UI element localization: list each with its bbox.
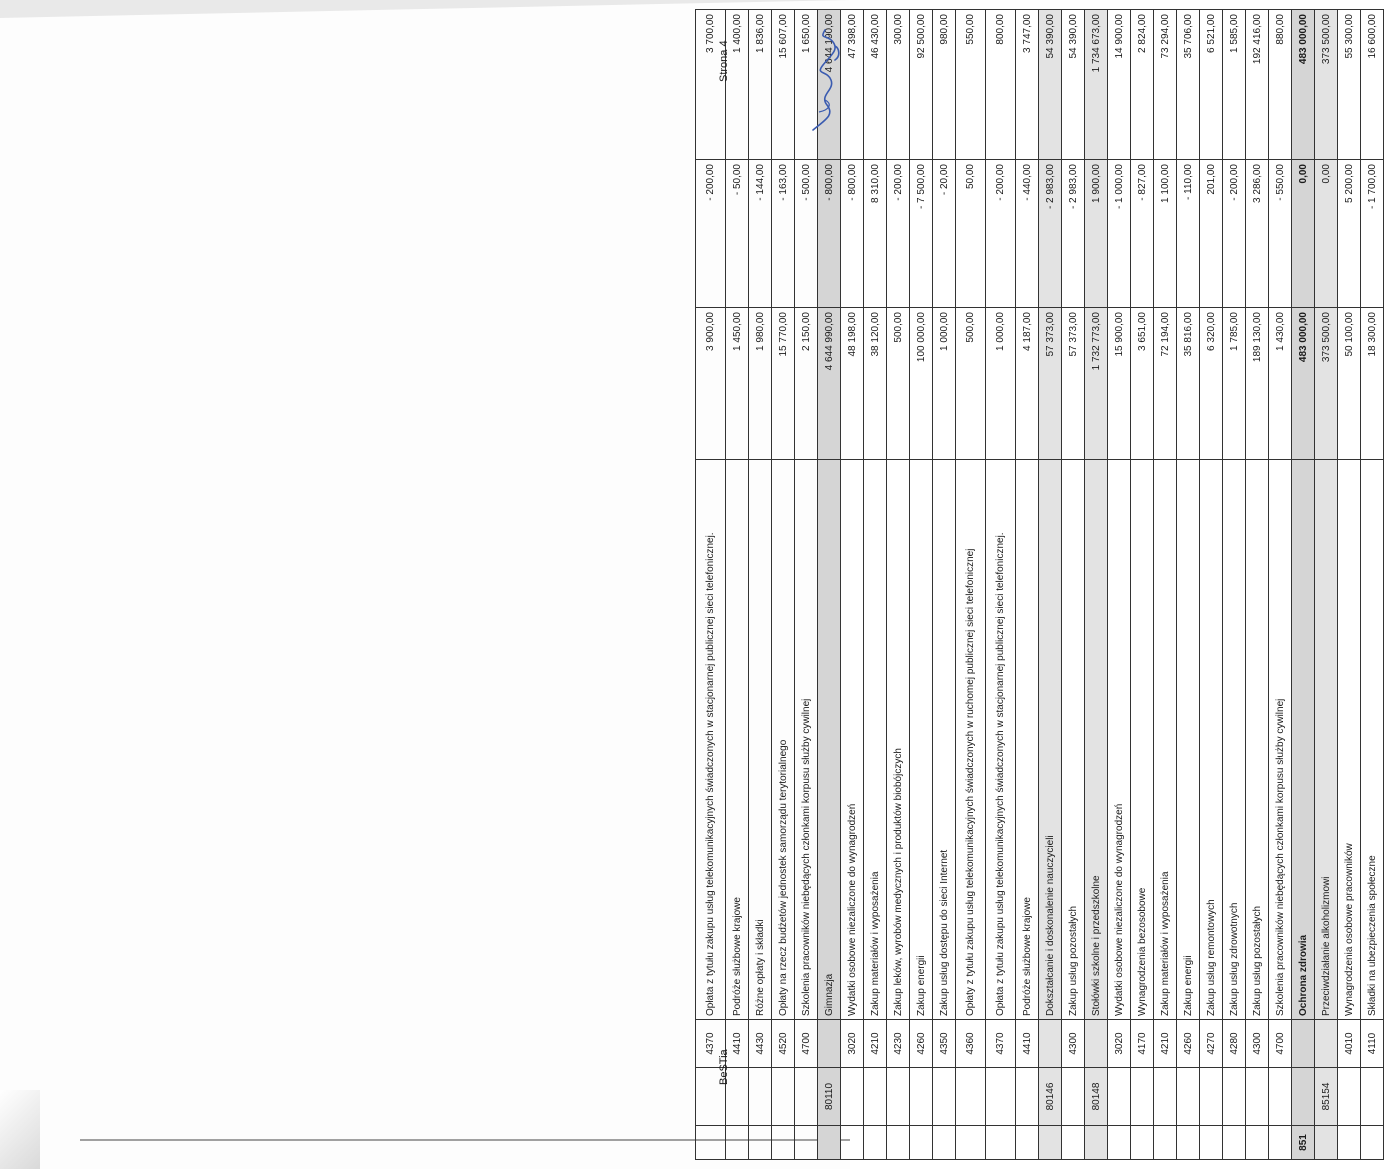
cell-paragraf: 4260 (1177, 1020, 1200, 1068)
cell-nazwa: Opłaty z tytułu zakupu usług telekomunikacyjnych świadczonych w ruchomej publicznej sieci telefonicznej (956, 460, 986, 1020)
cell-rozdzial (1246, 1068, 1269, 1126)
table-row (1085, 10, 1108, 1160)
cell-nazwa: Zakup leków, wyrobów medycznych i produktów biobójczych (887, 460, 910, 1020)
cell-paragraf: 4210 (864, 1020, 887, 1068)
cell-po-zmianie: 300,00 (887, 10, 910, 160)
cell-po-zmianie: 54 390,00 (1062, 10, 1085, 160)
table-row (956, 10, 986, 1160)
footer-page-number: Strona 4 (718, 40, 730, 82)
cell-zmiana: - 144,00 (749, 160, 772, 308)
cell-po-zmianie: 47 398,00 (841, 10, 864, 160)
cell-nazwa: Szkolenia pracowników niebędących członkami korpusu służby cywilnej (1269, 460, 1292, 1020)
cell-zmiana: 201,00 (1200, 160, 1223, 308)
cell-zmiana: 5 200,00 (1338, 160, 1361, 308)
cell-plan: 100 000,00 (910, 308, 933, 460)
cell-dzial (1223, 1126, 1246, 1160)
cell-dzial (1177, 1126, 1200, 1160)
cell-plan: 483 000,00 (1292, 308, 1315, 460)
cell-rozdzial (1338, 1068, 1361, 1126)
cell-paragraf: 4370 (696, 1020, 726, 1068)
table-row (1177, 10, 1200, 1160)
cell-zmiana: - 800,00 (818, 160, 841, 308)
cell-plan: 1 000,00 (986, 308, 1016, 460)
table-row (1154, 10, 1177, 1160)
cell-plan: 3 900,00 (696, 308, 726, 460)
cell-rozdzial (986, 1068, 1016, 1126)
table-row (933, 10, 956, 1160)
cell-nazwa: Zakup usług zdrowotnych (1223, 460, 1246, 1020)
cell-nazwa: Opłata z tytułu zakupu usług telekomunikacyjnych świadczonych w stacjonarnej publicznej sieci telefonicznej. (696, 460, 726, 1020)
cell-po-zmianie: 35 706,00 (1177, 10, 1200, 160)
cell-zmiana: 1 900,00 (1085, 160, 1108, 308)
cell-zmiana: 1 100,00 (1154, 160, 1177, 308)
cell-dzial (726, 1126, 749, 1160)
cell-zmiana: - 550,00 (1269, 160, 1292, 308)
cell-dzial (749, 1126, 772, 1160)
cell-rozdzial (1131, 1068, 1154, 1126)
cell-po-zmianie: 483 000,00 (1292, 10, 1315, 160)
cell-po-zmianie: 1 400,00 (726, 10, 749, 160)
cell-plan: 1 450,00 (726, 308, 749, 460)
cell-rozdzial: 80110 (818, 1068, 841, 1126)
table-row (1246, 10, 1269, 1160)
cell-plan: 72 194,00 (1154, 308, 1177, 460)
cell-paragraf: 4010 (1338, 1020, 1361, 1068)
table-row (1131, 10, 1154, 1160)
cell-plan: 1 980,00 (749, 308, 772, 460)
cell-po-zmianie: 15 607,00 (772, 10, 795, 160)
cell-zmiana: - 827,00 (1131, 160, 1154, 308)
cell-plan: 500,00 (887, 308, 910, 460)
cell-nazwa: Ochrona zdrowia (1292, 460, 1315, 1020)
cell-zmiana: - 200,00 (986, 160, 1016, 308)
signature-icon (805, 20, 845, 140)
cell-plan: 500,00 (956, 308, 986, 460)
table-row (1269, 10, 1292, 1160)
cell-rozdzial (1269, 1068, 1292, 1126)
table-row (795, 10, 818, 1160)
table-row (910, 10, 933, 1160)
cell-plan: 57 373,00 (1039, 308, 1062, 460)
table-row (1039, 10, 1062, 1160)
cell-paragraf: 4170 (1131, 1020, 1154, 1068)
page-fold (0, 1090, 40, 1169)
cell-nazwa: Zakup usług remontowych (1200, 460, 1223, 1020)
cell-paragraf: 4700 (1269, 1020, 1292, 1068)
cell-plan: 38 120,00 (864, 308, 887, 460)
cell-plan: 15 900,00 (1108, 308, 1131, 460)
cell-plan: 1 785,00 (1223, 308, 1246, 460)
cell-paragraf: 4300 (1062, 1020, 1085, 1068)
table-row (864, 10, 887, 1160)
cell-rozdzial (1062, 1068, 1085, 1126)
cell-rozdzial (1177, 1068, 1200, 1126)
cell-dzial (772, 1126, 795, 1160)
cell-po-zmianie: 192 416,00 (1246, 10, 1269, 160)
cell-paragraf (1292, 1020, 1315, 1068)
cell-po-zmianie: 1 585,00 (1223, 10, 1246, 160)
cell-po-zmianie: 1 836,00 (749, 10, 772, 160)
cell-paragraf (1315, 1020, 1338, 1068)
cell-rozdzial (910, 1068, 933, 1126)
cell-paragraf: 4300 (1246, 1020, 1269, 1068)
cell-nazwa: Różne opłaty i składki (749, 460, 772, 1020)
cell-rozdzial (887, 1068, 910, 1126)
cell-nazwa: Podróże służbowe krajowe (1016, 460, 1039, 1020)
table-row (887, 10, 910, 1160)
cell-dzial (933, 1126, 956, 1160)
budget-table (695, 9, 1384, 1160)
cell-paragraf: 4110 (1361, 1020, 1384, 1068)
cell-zmiana: - 500,00 (795, 160, 818, 308)
cell-rozdzial (749, 1068, 772, 1126)
cell-rozdzial: 85154 (1315, 1068, 1338, 1126)
cell-rozdzial (956, 1068, 986, 1126)
cell-rozdzial: 80146 (1039, 1068, 1062, 1126)
cell-plan: 50 100,00 (1338, 308, 1361, 460)
cell-paragraf: 4230 (887, 1020, 910, 1068)
cell-po-zmianie: 3 747,00 (1016, 10, 1039, 160)
cell-zmiana: - 2 983,00 (1039, 160, 1062, 308)
cell-paragraf: 4700 (795, 1020, 818, 1068)
cell-rozdzial (795, 1068, 818, 1126)
cell-nazwa: Zakup usług pozostałych (1062, 460, 1085, 1020)
cell-dzial (986, 1126, 1016, 1160)
cell-paragraf: 4360 (956, 1020, 986, 1068)
cell-dzial (1131, 1126, 1154, 1160)
cell-nazwa: Szkolenia pracowników niebędących członkami korpusu służby cywilnej (795, 460, 818, 1020)
cell-plan: 3 651,00 (1131, 308, 1154, 460)
cell-dzial (1361, 1126, 1384, 1160)
cell-rozdzial (1223, 1068, 1246, 1126)
cell-paragraf (1039, 1020, 1062, 1068)
cell-zmiana: - 200,00 (1223, 160, 1246, 308)
budget-table-body (696, 10, 1384, 1160)
cell-rozdzial (1108, 1068, 1131, 1126)
cell-dzial (841, 1126, 864, 1160)
cell-nazwa: Wynagrodzenia osobowe pracowników (1338, 460, 1361, 1020)
table-row (986, 10, 1016, 1160)
cell-dzial (1154, 1126, 1177, 1160)
table-row (1200, 10, 1223, 1160)
cell-plan: 6 320,00 (1200, 308, 1223, 460)
cell-paragraf: 4410 (1016, 1020, 1039, 1068)
cell-rozdzial: 80148 (1085, 1068, 1108, 1126)
cell-po-zmianie: 4 644 190,00 (818, 10, 841, 160)
cell-rozdzial (1154, 1068, 1177, 1126)
cell-paragraf (818, 1020, 841, 1068)
cell-po-zmianie: 1 650,00 (795, 10, 818, 160)
cell-zmiana: - 800,00 (841, 160, 864, 308)
cell-dzial: 851 (1292, 1126, 1315, 1160)
cell-zmiana: - 110,00 (1177, 160, 1200, 308)
cell-paragraf (1085, 1020, 1108, 1068)
cell-nazwa: Zakup energii (1177, 460, 1200, 1020)
cell-zmiana: - 50,00 (726, 160, 749, 308)
cell-po-zmianie: 73 294,00 (1154, 10, 1177, 160)
cell-dzial (864, 1126, 887, 1160)
cell-dzial (696, 1126, 726, 1160)
cell-plan: 1 732 773,00 (1085, 308, 1108, 460)
cell-paragraf: 3020 (1108, 1020, 1131, 1068)
cell-dzial (910, 1126, 933, 1160)
cell-po-zmianie: 55 300,00 (1338, 10, 1361, 160)
cell-zmiana: 50,00 (956, 160, 986, 308)
cell-po-zmianie: 6 521,00 (1200, 10, 1223, 160)
cell-po-zmianie: 980,00 (933, 10, 956, 160)
cell-rozdzial (1292, 1068, 1315, 1126)
table-row (726, 10, 749, 1160)
cell-nazwa: Stołówki szkolne i przedszkolne (1085, 460, 1108, 1020)
cell-paragraf: 3020 (841, 1020, 864, 1068)
cell-nazwa: Zakup usług dostępu do sieci Internet (933, 460, 956, 1020)
cell-zmiana: 8 310,00 (864, 160, 887, 308)
cell-dzial (1039, 1126, 1062, 1160)
cell-plan: 35 816,00 (1177, 308, 1200, 460)
cell-rozdzial (864, 1068, 887, 1126)
cell-nazwa: Wydatki osobowe niezaliczone do wynagrodzeń (841, 460, 864, 1020)
cell-plan: 48 198,00 (841, 308, 864, 460)
cell-nazwa: Wynagrodzenia bezosobowe (1131, 460, 1154, 1020)
table-row (1361, 10, 1384, 1160)
cell-nazwa: Zakup materiałów i wyposażenia (864, 460, 887, 1020)
cell-plan: 373 500,00 (1315, 308, 1338, 460)
cell-rozdzial (1200, 1068, 1223, 1126)
cell-plan: 1 430,00 (1269, 308, 1292, 460)
cell-plan: 189 130,00 (1246, 308, 1269, 460)
cell-zmiana: 0,00 (1292, 160, 1315, 308)
cell-po-zmianie: 54 390,00 (1039, 10, 1062, 160)
cell-nazwa: Podróże służbowe krajowe (726, 460, 749, 1020)
cell-paragraf: 4260 (910, 1020, 933, 1068)
cell-nazwa: Wydatki osobowe niezaliczone do wynagrodzeń (1108, 460, 1131, 1020)
cell-dzial (818, 1126, 841, 1160)
cell-paragraf: 4520 (772, 1020, 795, 1068)
table-row (1315, 10, 1338, 1160)
cell-po-zmianie: 14 900,00 (1108, 10, 1131, 160)
cell-dzial (956, 1126, 986, 1160)
cell-nazwa: Przeciwdziałanie alkoholizmowi (1315, 460, 1338, 1020)
cell-rozdzial (772, 1068, 795, 1126)
table-row (1223, 10, 1246, 1160)
table-row (772, 10, 795, 1160)
cell-zmiana: - 20,00 (933, 160, 956, 308)
cell-paragraf: 4280 (1223, 1020, 1246, 1068)
cell-po-zmianie: 880,00 (1269, 10, 1292, 160)
cell-zmiana: 0,00 (1315, 160, 1338, 308)
cell-rozdzial (1016, 1068, 1039, 1126)
cell-dzial (1246, 1126, 1269, 1160)
cell-paragraf: 4210 (1154, 1020, 1177, 1068)
cell-po-zmianie: 2 824,00 (1131, 10, 1154, 160)
cell-paragraf: 4370 (986, 1020, 1016, 1068)
cell-po-zmianie: 92 500,00 (910, 10, 933, 160)
cell-rozdzial (841, 1068, 864, 1126)
table-row (841, 10, 864, 1160)
cell-dzial (887, 1126, 910, 1160)
cell-zmiana: - 440,00 (1016, 160, 1039, 308)
budget-table-rotated (695, 10, 1395, 1160)
cell-nazwa: Zakup materiałów i wyposażenia (1154, 460, 1177, 1020)
table-row (1338, 10, 1361, 1160)
cell-plan: 18 300,00 (1361, 308, 1384, 460)
cell-zmiana: - 200,00 (887, 160, 910, 308)
cell-po-zmianie: 46 430,00 (864, 10, 887, 160)
cell-dzial (1338, 1126, 1361, 1160)
cell-plan: 2 150,00 (795, 308, 818, 460)
cell-po-zmianie: 1 734 673,00 (1085, 10, 1108, 160)
table-row (749, 10, 772, 1160)
cell-po-zmianie: 550,00 (956, 10, 986, 160)
cell-zmiana: - 7 500,00 (910, 160, 933, 308)
cell-dzial (1016, 1126, 1039, 1160)
cell-nazwa: Dokształcanie i doskonalenie nauczycieli (1039, 460, 1062, 1020)
cell-paragraf: 4430 (749, 1020, 772, 1068)
table-row (1016, 10, 1039, 1160)
cell-dzial (1315, 1126, 1338, 1160)
cell-po-zmianie: 16 600,00 (1361, 10, 1384, 160)
table-row (696, 10, 726, 1160)
cell-po-zmianie: 800,00 (986, 10, 1016, 160)
cell-plan: 15 770,00 (772, 308, 795, 460)
cell-plan: 57 373,00 (1062, 308, 1085, 460)
cell-nazwa: Opłaty na rzecz budżetów jednostek samorządu terytorialnego (772, 460, 795, 1020)
footer-software: BeSTia (718, 1049, 730, 1085)
cell-rozdzial (933, 1068, 956, 1126)
cell-dzial (1200, 1126, 1223, 1160)
cell-nazwa: Opłata z tytułu zakupu usług telekomunikacyjnych świadczonych w stacjonarnej publicznej sieci telefonicznej. (986, 460, 1016, 1020)
cell-zmiana: - 2 983,00 (1062, 160, 1085, 308)
cell-nazwa: Gimnazja (818, 460, 841, 1020)
cell-dzial (1108, 1126, 1131, 1160)
cell-zmiana: - 1 000,00 (1108, 160, 1131, 308)
cell-plan: 4 644 990,00 (818, 308, 841, 460)
cell-paragraf: 4410 (726, 1020, 749, 1068)
cell-dzial (795, 1126, 818, 1160)
table-row (1108, 10, 1131, 1160)
cell-dzial (1085, 1126, 1108, 1160)
cell-plan: 1 000,00 (933, 308, 956, 460)
cell-po-zmianie: 373 500,00 (1315, 10, 1338, 160)
cell-nazwa: Zakup energii (910, 460, 933, 1020)
cell-zmiana: - 200,00 (696, 160, 726, 308)
table-row (1292, 10, 1315, 1160)
cell-plan: 4 187,00 (1016, 308, 1039, 460)
cell-paragraf: 4350 (933, 1020, 956, 1068)
cell-zmiana: 3 286,00 (1246, 160, 1269, 308)
cell-nazwa: Zakup usług pozostałych (1246, 460, 1269, 1020)
table-row (818, 10, 841, 1160)
cell-nazwa: Składki na ubezpieczenia społeczne (1361, 460, 1384, 1020)
cell-dzial (1062, 1126, 1085, 1160)
cell-rozdzial (1361, 1068, 1384, 1126)
cell-zmiana: - 163,00 (772, 160, 795, 308)
cell-zmiana: - 1 700,00 (1361, 160, 1384, 308)
table-row (1062, 10, 1085, 1160)
cell-paragraf: 4270 (1200, 1020, 1223, 1068)
cell-po-zmianie: 3 700,00 (696, 10, 726, 160)
cell-dzial (1269, 1126, 1292, 1160)
